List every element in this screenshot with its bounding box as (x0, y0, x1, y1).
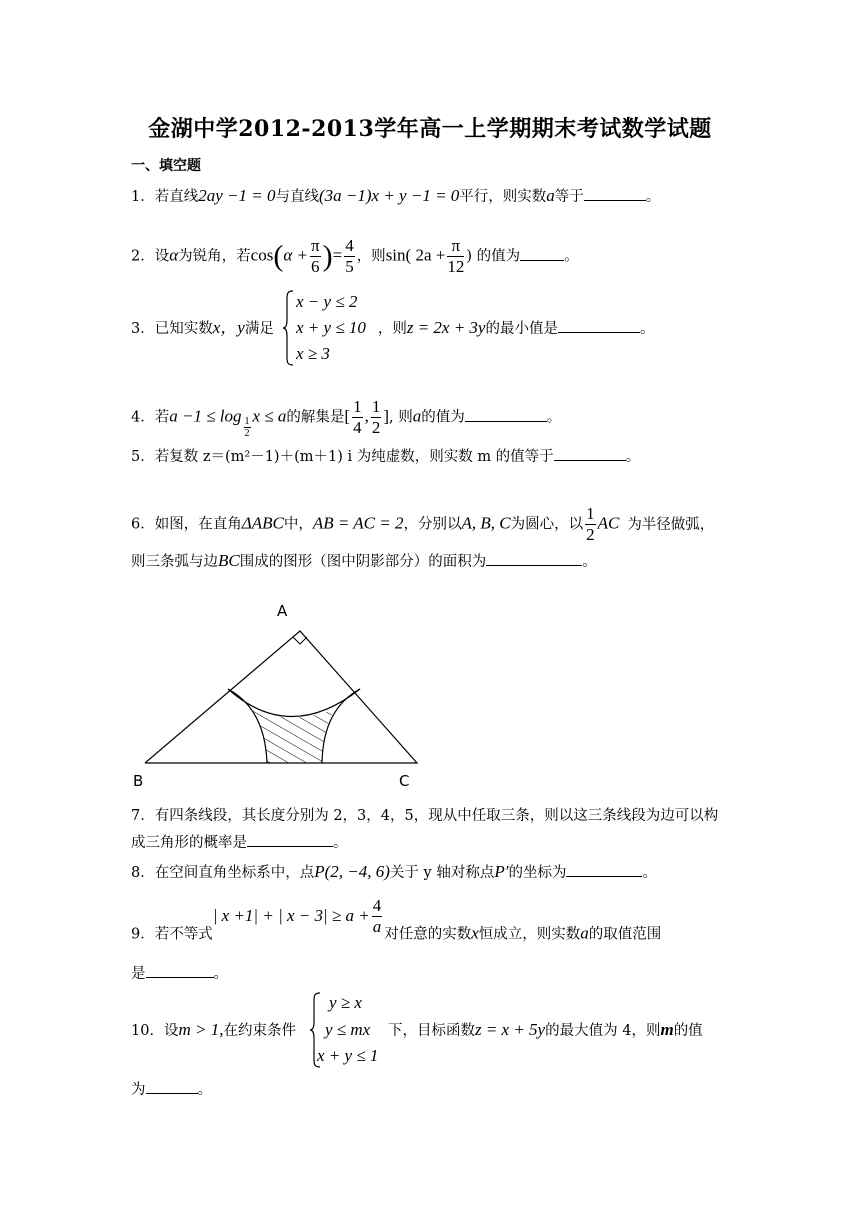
q6-label: 6．如图，在直角 (131, 516, 242, 533)
q10-m: m > 1, (178, 1020, 224, 1039)
q2-fraction-4-5: $\frac{4}{5}$ (345, 236, 354, 276)
q10-constraint-2: y ≤ mx (325, 1020, 371, 1039)
q10-text: 为 (131, 1082, 146, 1098)
arc-a (228, 689, 360, 717)
question-7 (131, 807, 718, 825)
q4-fraction-1-4: $\frac{1}{4}$ (353, 397, 362, 437)
answer-blank[interactable] (566, 862, 642, 877)
q10-objective: z = x + 5y (474, 1020, 546, 1039)
q1-var: a (546, 186, 555, 205)
q5-text: 5．若复数 z＝(m²－1)＋(m＋1) i 为纯虚数，则实数 m 的值等于 (131, 449, 554, 465)
q3-text: 满足 (244, 321, 274, 337)
q10-constraint-system (309, 990, 409, 1070)
q3-objective: z = 2x + 3y (406, 318, 486, 337)
q6-points: A, B, C (461, 513, 511, 533)
q10-constraint-1: y ≥ x (329, 993, 362, 1012)
q3-constraint-system (282, 288, 382, 368)
q6-end: 。 (582, 554, 597, 570)
q1-text: 与直线 (275, 189, 319, 205)
answer-blank[interactable] (247, 832, 333, 847)
q3-end: 。 (639, 321, 655, 337)
q6-text: 则三条弧与边 (131, 554, 218, 570)
q6-fraction-1-2: $\frac{1}{2}$ (586, 504, 595, 544)
q9-text: 的取值范围 (588, 926, 662, 943)
question-10-line-2 (131, 1079, 212, 1099)
q1-text: 平行，则实数 (459, 189, 547, 205)
q1-equation-1: 2ay −1 = 0 (198, 186, 276, 205)
q9-x: x (471, 923, 479, 943)
q10-text: 的最大值为 4，则 (545, 1023, 661, 1039)
q9-text: 恒成立，则实数 (478, 926, 581, 943)
question-5 (131, 446, 640, 466)
q2-text: ，则 (356, 248, 386, 265)
q3-constraint-1: x − y ≤ 2 (296, 292, 358, 311)
q7-text: 7．有四条线段，其长度分别为 2，3，4，5，现从中任取三条，则以这三条线段为边可以构 (131, 808, 719, 824)
q6-text: 中， (283, 516, 313, 533)
question-1 (131, 186, 660, 206)
q8-text: 的坐标为 (508, 865, 567, 881)
answer-blank[interactable] (146, 963, 214, 978)
q10-text: 的值 (673, 1023, 703, 1039)
q10-constraint-3: x + y ≤ 1 (317, 1046, 379, 1065)
q10-text: 在约束条件 (223, 1023, 296, 1039)
q2-label: 2．设 (131, 248, 170, 265)
q7-text: 成三角形的概率是 (131, 835, 247, 851)
right-angle-icon (293, 637, 307, 644)
question-3 (131, 318, 654, 338)
q6-triangle: ΔABC (241, 513, 284, 533)
question-8 (131, 862, 657, 882)
q9-inequality: | x +1| + | x − 3| ≥ a + (212, 905, 370, 925)
answer-blank[interactable] (146, 1079, 198, 1094)
q3-constraint-2: x + y ≤ 10 (296, 318, 366, 337)
q4-bracket: ] (383, 406, 389, 426)
answer-blank[interactable] (554, 446, 626, 461)
answer-blank[interactable] (465, 407, 547, 422)
answer-blank[interactable] (486, 551, 582, 566)
q9-fraction-4-a: $\frac{4}{a}$ (372, 896, 382, 936)
q2-fraction-pi-6: $\frac{\pi}{6}$ (311, 236, 320, 276)
q6-equation: AB = AC = 2 (312, 513, 404, 533)
q4-inequality-2: x ≤ a (252, 406, 287, 426)
label-a: A (277, 602, 288, 620)
q5-end: 。 (625, 449, 641, 465)
q2-alpha: α (169, 245, 179, 265)
q9-text: 对任意的实数 (384, 926, 472, 943)
q1-text: 等于 (554, 189, 584, 205)
q9-text: 是 (131, 966, 146, 982)
q6-text: ，分别以 (403, 516, 462, 533)
q4-text: 的值为 (421, 409, 465, 426)
q10-m-var: m (660, 1020, 674, 1039)
q8-point: P(2, −4, 6) (314, 862, 390, 881)
question-2 (131, 236, 579, 277)
q2-sin: sin( 2a + (385, 245, 446, 265)
q9-label: 9．若不等式 (131, 926, 213, 943)
answer-blank[interactable] (558, 318, 640, 333)
q10-text: 下，目标函数 (387, 1023, 475, 1039)
q3-label: 3．已知实数 (131, 321, 213, 337)
q8-end: 。 (642, 865, 657, 881)
q8-point-prime: P′ (494, 862, 509, 881)
q3-constraint-3: x ≥ 3 (296, 344, 330, 363)
section-heading: 一、填空题 (131, 158, 201, 174)
q6-bc: BC (218, 551, 240, 570)
q6-text: 为圆心，以 (510, 516, 584, 533)
q4-end: 。 (546, 409, 562, 426)
answer-blank[interactable] (584, 186, 646, 201)
q7-end: 。 (333, 835, 348, 851)
brace-icon (282, 290, 294, 366)
q8-text: 关于 y 轴对称点 (389, 865, 495, 881)
q4-log-base: $\frac{1}{2}$ (244, 415, 250, 439)
q9-end: 。 (213, 966, 228, 982)
arc-c (322, 689, 360, 763)
q2-text: 为锐角，若 (178, 248, 251, 265)
q1-label: 1．若直线 (131, 189, 199, 205)
q4-bracket: [ (344, 406, 351, 426)
q2-cos: cos (250, 245, 274, 265)
question-6-line-2 (131, 551, 597, 571)
answer-blank[interactable] (520, 246, 564, 261)
question-4 (131, 397, 561, 439)
q6-text: 为半径做弧， (627, 516, 715, 533)
q2-paren-close: ) (322, 239, 333, 273)
q4-text: 的解集是 (286, 409, 345, 426)
q2-paren-open: ( (273, 239, 284, 273)
question-9 (131, 896, 662, 955)
q1-equation-2: (3a −1)x + y −1 = 0 (318, 186, 460, 205)
question-9-line-2 (131, 963, 228, 983)
label-b: B (133, 772, 144, 790)
triangle-figure (125, 596, 430, 792)
q2-text: ) 的值为 (466, 248, 521, 265)
q4-comma: , (364, 406, 369, 426)
q2-lhs: α + (283, 245, 308, 265)
question-7-line-2 (131, 832, 348, 852)
q10-end: 。 (197, 1082, 212, 1098)
q4-label: 4．若 (131, 409, 170, 426)
question-6 (131, 504, 714, 545)
label-c: C (399, 772, 410, 790)
q3-vars: x，y (212, 318, 245, 337)
q10-label: 10．设 (131, 1023, 179, 1039)
q2-end: 。 (564, 248, 579, 265)
q1-end: 。 (645, 189, 661, 205)
q9-a: a (580, 923, 589, 943)
q8-label: 8．在空间直角坐标系中，点 (131, 865, 315, 881)
q3-text: 的最小值是 (485, 321, 558, 337)
q4-text: , 则 (389, 409, 413, 426)
page-title: 金湖中学2012-2013学年高一上学期期末考试数学试题 (148, 116, 712, 142)
q2-fraction-pi-12: $\frac{\pi}{12}$ (447, 236, 465, 276)
question-10 (131, 1021, 703, 1040)
q4-var: a (412, 406, 422, 426)
q2-eq: = (332, 245, 343, 265)
q6-ac: AC (597, 513, 620, 533)
q6-text: 围成的图形（图中阴影部分）的面积为 (239, 554, 487, 570)
q4-inequality: a −1 ≤ log (169, 406, 242, 426)
q4-fraction-1-2: $\frac{1}{2}$ (371, 397, 381, 437)
q3-text: ，则 (377, 321, 407, 337)
